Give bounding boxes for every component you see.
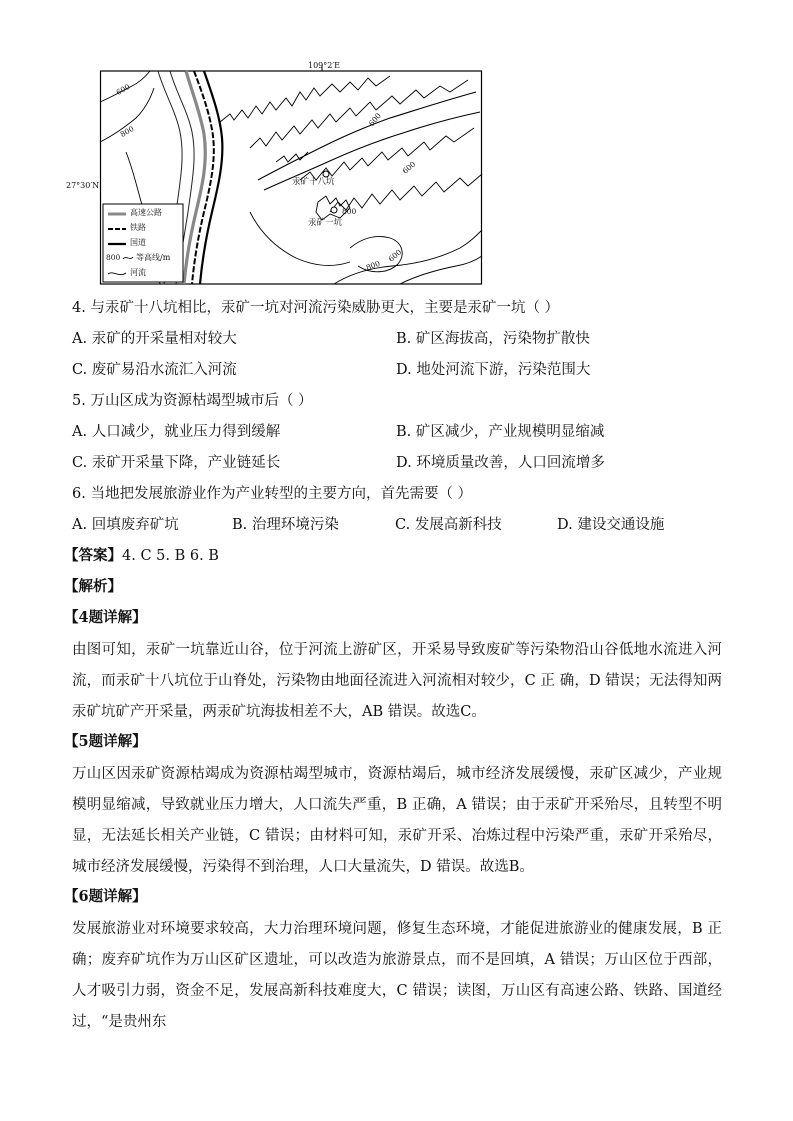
- q5-option-a: A. 人口减少，就业压力得到缓解: [72, 424, 281, 440]
- contour-map: [66, 61, 484, 288]
- q5-option-d: D. 环境质量改善，人口回流增多: [396, 455, 605, 471]
- q6-option-d: D. 建设交通设施: [557, 517, 665, 533]
- mine-1-point: [331, 207, 337, 213]
- analysis-label: 【解析】: [64, 578, 122, 595]
- q4-option-c: C. 废矿易沿水流汇入河流: [72, 362, 237, 378]
- detail-4-label: 【4题详解】: [64, 609, 147, 626]
- latitude-label: 27°30′N: [66, 181, 100, 190]
- q5-option-c: C. 汞矿开采量下降，产业链延长: [72, 455, 281, 471]
- q4-option-d: D. 地处河流下游，污染范围大: [396, 362, 591, 378]
- legend-river-label: 河流: [130, 268, 146, 277]
- q6-option-a: A. 回填废弃矿坑: [72, 517, 179, 533]
- contour-label: 800: [364, 258, 382, 273]
- legend-contour-label: 等高线/m: [136, 253, 171, 262]
- q4-stem: 4. 与汞矿十八坑相比，汞矿一坑对河流污染威胁更大，主要是汞矿一坑（ ）: [72, 300, 560, 316]
- detail-5-text: 万山区因汞矿资源枯竭成为资源枯竭型城市，资源枯竭后，城市经济发展缓慢，汞矿区减少，产业规模明显缩减，导致就业压力增大，人口流失严重，B 正确，A 错误；由于汞矿开采殆尽，且转型不明显，无法延长相关产业链，C 错误；由材料可知，汞矿开采、冶炼过程中污染严重，汞矿开采殆尽，城市经济发展缓慢，污染得不到治理，人口大量流失，D 错误。故选B。: [72, 766, 722, 875]
- q6-option-c: C. 发展高新科技: [395, 517, 502, 533]
- q6-stem: 6. 当地把发展旅游业作为产业转型的主要方向，首先需要（ ）: [72, 486, 473, 502]
- q6-option-b: B. 治理环境污染: [232, 517, 339, 533]
- contour-label: 600: [366, 111, 384, 128]
- detail-4-text: 由图可知，汞矿一坑靠近山谷，位于河流上游矿区，开采易导致废矿等污染物沿山谷低地水流进入河流，而汞矿十八坑位于山脊处，污染物由地面径流进入河流相对较少，C 正 确，D 错误；无法得知两汞矿坑矿产开采量，两汞矿坑海拔相差不大，AB 错误。故选C。: [72, 642, 722, 720]
- q4-option-a: A. 汞矿的开采量相对较大: [72, 331, 237, 347]
- detail-6-text: 发展旅游业对环境要求较高，大力治理环境问题，修复生态环境，才能促进旅游业的健康发展，B 正确；废弃矿坑作为万山区矿区遗址，可以改造为旅游景点，而不是回填，A 错误；万山区位于西部，人才吸引力弱，资金不足，发展高新科技难度大，C 错误；读图，万山区有高速公路、铁路、国道经过，“是贵州东: [72, 921, 722, 1030]
- answer-label: 【答案】: [64, 547, 122, 564]
- longitude-label: 109°2′E: [308, 61, 341, 70]
- detail-5-label: 【5题详解】: [64, 733, 147, 750]
- legend-contour-prefix: 800: [106, 253, 121, 262]
- contour-label: 800: [342, 207, 357, 216]
- q5-stem: 5. 万山区成为资源枯竭型城市后（ ）: [72, 393, 313, 409]
- contour-label: 600: [386, 247, 404, 264]
- mine-18-label: 汞矿十八坑: [292, 177, 335, 187]
- answer-text: 4. C 5. B 6. B: [122, 548, 219, 564]
- contour-label: 800: [118, 124, 136, 140]
- detail-6-label: 【6题详解】: [64, 888, 147, 905]
- contour-label: 600: [114, 82, 132, 98]
- answer-line: [64, 549, 219, 564]
- legend-national-road-label: 国道: [130, 238, 146, 247]
- q5-option-b: B. 矿区减少，产业规模明显缩减: [396, 424, 605, 440]
- contour-label: 600: [400, 159, 418, 176]
- legend-highway-label: 高速公路: [130, 208, 162, 217]
- mine-1-label: 汞矿一坑: [308, 218, 343, 228]
- legend-railway-label: 铁路: [130, 223, 146, 232]
- q4-option-b: B. 矿区海拔高，污染物扩散快: [396, 331, 590, 347]
